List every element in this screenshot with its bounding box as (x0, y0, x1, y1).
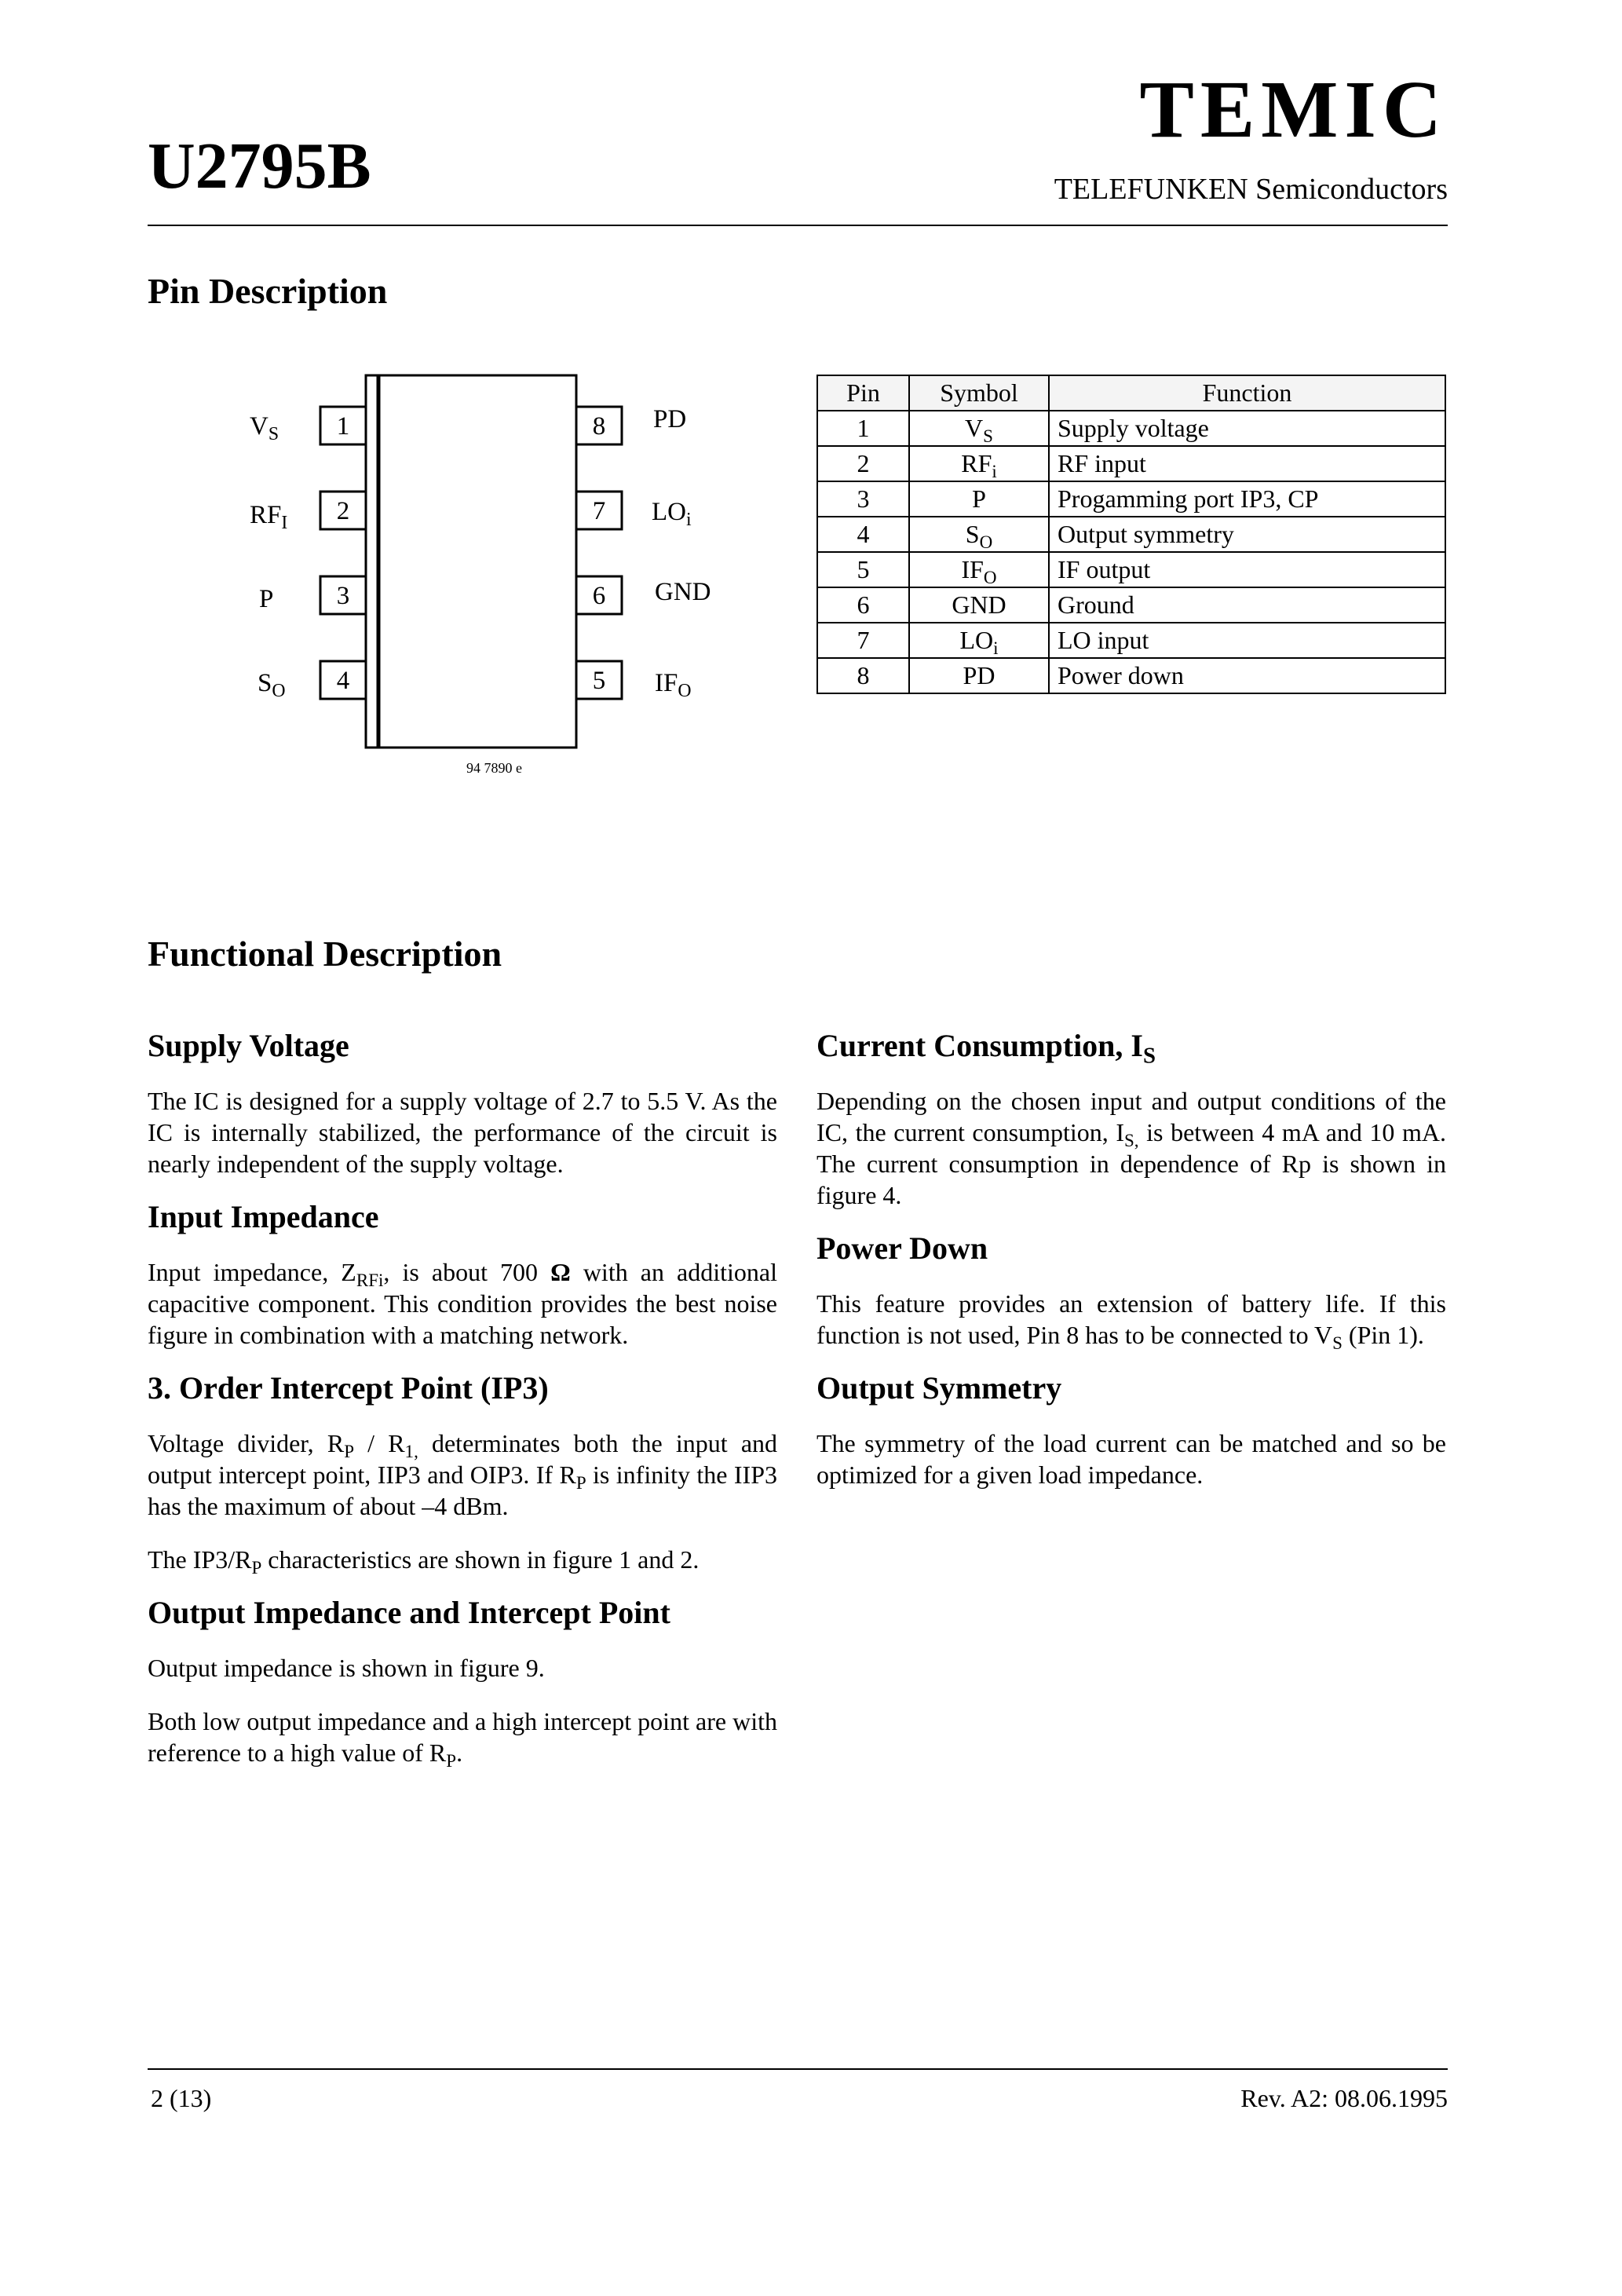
row-function: Supply voltage (1049, 411, 1445, 446)
supply-voltage-heading: Supply Voltage (148, 1028, 349, 1063)
pin-number-1: 1 (336, 412, 350, 441)
supply-voltage-text: The IC is designed for a supply voltage of 2.7 to 5.5 V. As the IC is internally stabilized, the performance of the circuit is nearly independent of the supply voltage. (148, 1087, 777, 1178)
figure-id: 94 7890 e (466, 760, 522, 776)
header-pin: Pin (817, 375, 909, 411)
pin-number-8: 8 (592, 412, 606, 441)
pin-number-5: 5 (592, 667, 606, 695)
row-symbol: $V_S$ (909, 411, 1049, 446)
input-impedance-heading: Input Impedance (148, 1199, 379, 1234)
pin-label-ifo: $IF_O$ (655, 669, 692, 702)
table-row (817, 446, 1445, 481)
pin-table (816, 375, 1446, 694)
table-row (817, 552, 1445, 587)
row-function: Ground (1049, 587, 1445, 623)
page-number: 2 (13) (151, 2084, 212, 2112)
row-symbol: GND (909, 587, 1049, 623)
pin-label-loi: $LO_i$ (652, 498, 692, 531)
header-symbol: Symbol (909, 375, 1049, 411)
row-pin: 3 (817, 481, 909, 517)
current-consumption-heading: Current Consumption, $I_S$ (816, 1028, 1156, 1069)
table-row (817, 517, 1445, 552)
pin-number-2: 2 (336, 497, 350, 525)
row-pin: 7 (817, 623, 909, 658)
output-symmetry-text: The symmetry of the load current can be matched and so be optimized for a given load impedance. (816, 1429, 1446, 1489)
current-consumption-text: Depending on the chosen input and output conditions of the IC, the current consumption, $I_{S,}$ is between 4 mA and 10 mA. The current consumption in dependence of Rp is shown in figure 4. (816, 1087, 1447, 1209)
pin-number-6: 6 (592, 582, 606, 610)
output-impedance-heading: Output Impedance and Intercept Point (148, 1595, 670, 1630)
pin-label-p: P (259, 585, 274, 613)
row-symbol: $RF_i$ (909, 446, 1049, 481)
pin-label-so: $S_O$ (258, 669, 286, 702)
row-function: RF input (1049, 446, 1445, 481)
row-function: Progamming port IP3, CP (1049, 481, 1445, 517)
table-row (817, 658, 1445, 693)
row-symbol: $IF_O$ (909, 552, 1049, 587)
table-row (817, 623, 1445, 658)
ip3-heading: 3. Order Intercept Point (IP3) (148, 1370, 549, 1406)
row-function: Output symmetry (1049, 517, 1445, 552)
pin-label-rfi: $RF_I$ (250, 501, 288, 534)
row-pin: 6 (817, 587, 909, 623)
power-down-text: This feature provides an extension of battery life. If this function is not used, Pin 8 has to be connected to $V_S$ (Pin 1). (816, 1289, 1446, 1353)
header-function: Function (1049, 375, 1445, 411)
power-down-heading: Power Down (816, 1230, 988, 1266)
row-function: Power down (1049, 658, 1445, 693)
row-symbol: $LO_i$ (909, 623, 1049, 658)
revision-date: Rev. A2: 08.06.1995 (1240, 2084, 1448, 2112)
input-impedance-text: Input impedance, $Z_{RFi}$, is about 700 Ω with an additional capacitive component. This condition provides the best noise figure in combination with a matching network. (148, 1258, 778, 1349)
left-column (148, 1030, 777, 1790)
output-symmetry-heading: Output Symmetry (816, 1370, 1062, 1406)
pin-label-pd: PD (653, 405, 687, 433)
row-pin: 2 (817, 446, 909, 481)
output-impedance-text: Output impedance is shown in figure 9. Both low output impedance and a high intercept point are with reference to a high value of $R_P$. (148, 1654, 777, 1771)
row-symbol: P (909, 481, 1049, 517)
table-row (817, 481, 1445, 517)
row-pin: 8 (817, 658, 909, 693)
ic-package-body (366, 375, 576, 748)
row-pin: 5 (817, 552, 909, 587)
pin-number-7: 7 (592, 497, 606, 525)
brand-logo: TEMIC (1139, 64, 1448, 155)
pin-label-vs: $V_S$ (250, 412, 279, 445)
row-function: LO input (1049, 623, 1445, 658)
pin-table-header (817, 375, 1445, 411)
pin-number-4: 4 (336, 667, 350, 695)
right-column (816, 1030, 1446, 1512)
part-number: U2795B (148, 130, 371, 203)
functional-description-title: Functional Description (148, 934, 502, 974)
row-pin: 1 (817, 411, 909, 446)
footer-divider (148, 2068, 1448, 2070)
sub-brand: TELEFUNKEN Semiconductors (1054, 173, 1448, 206)
table-row (817, 587, 1445, 623)
table-row (817, 411, 1445, 446)
pin-label-gnd: GND (655, 578, 711, 606)
pin-description-title: Pin Description (148, 271, 388, 311)
header-divider (148, 225, 1448, 226)
ip3-text: Voltage divider, $R_P / R_{1,}$ determinates both the input and output intercept point, IIP3 and OIP3. If $R_P$ is infinity the IIP3 has the maximum of about –4 dBm. The $IP3/R_P$ characteristics are shown in figure 1 and 2. (148, 1429, 778, 1578)
pin-number-3: 3 (336, 582, 350, 610)
row-symbol: PD (909, 658, 1049, 693)
row-function: IF output (1049, 552, 1445, 587)
row-pin: 4 (817, 517, 909, 552)
row-symbol: $S_O$ (909, 517, 1049, 552)
